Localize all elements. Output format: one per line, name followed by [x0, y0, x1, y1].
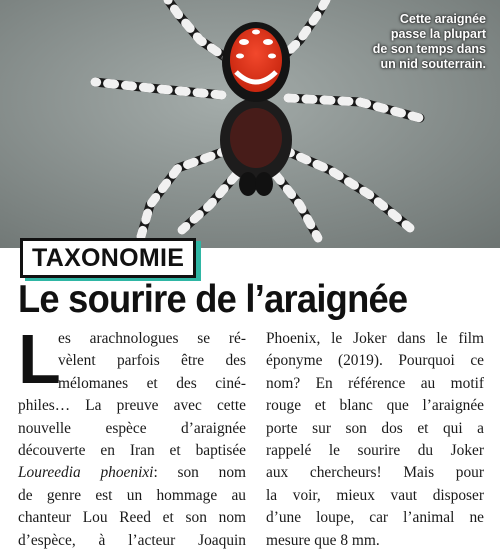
- spider-photo: [0, 0, 500, 248]
- body-line: nom? En référence au motif: [266, 374, 484, 392]
- body-line: nouvelle espèce d’araignée: [18, 419, 246, 437]
- article-headline: Le sourire de l’araignée: [18, 278, 408, 321]
- body-line: mélomanes et des ciné-: [58, 374, 246, 392]
- body-line: rouge et blanc que l’araignée: [266, 397, 484, 415]
- body-line: de genre est un hommage au: [18, 486, 246, 504]
- body-line: porte sur son dos et qui a: [266, 419, 484, 437]
- body-line: mesure que 8 mm.: [266, 531, 380, 549]
- body-line: chanteur Lou Reed et son nom: [18, 509, 246, 527]
- body-line: vèlent parfois être des: [58, 352, 246, 370]
- article-column-2: [266, 328, 484, 552]
- photo-caption: Cette araignée passe la plupart de son temps dans un nid souterrain.: [372, 12, 486, 71]
- drop-cap: L: [18, 320, 61, 398]
- body-line: philes… La preuve avec cette: [18, 397, 246, 415]
- body-line: éponyme (2019). Pourquoi ce: [266, 352, 484, 370]
- body-line: Phoenix, le Joker dans le film: [266, 330, 484, 347]
- body-line: Loureedia phoenixi: son nom: [18, 464, 246, 482]
- species-name: Loureedia phoenixi: [18, 464, 154, 482]
- body-line: rappelé le sourire du Joker: [266, 442, 484, 460]
- article-column-1: [18, 320, 246, 552]
- body-line: d’espèce, à l’acteur Joaquin: [18, 531, 246, 549]
- body-line: découverte en Iran et baptisée: [18, 442, 246, 460]
- body-line: aux chercheurs! Mais pour: [266, 464, 484, 482]
- section-label: TAXONOMIE: [20, 238, 196, 278]
- body-line: es arachnologues se ré-: [58, 330, 246, 347]
- body-line: la voir, mieux vaut disposer: [266, 486, 484, 504]
- body-line: d’une loupe, car l’animal ne: [266, 509, 484, 527]
